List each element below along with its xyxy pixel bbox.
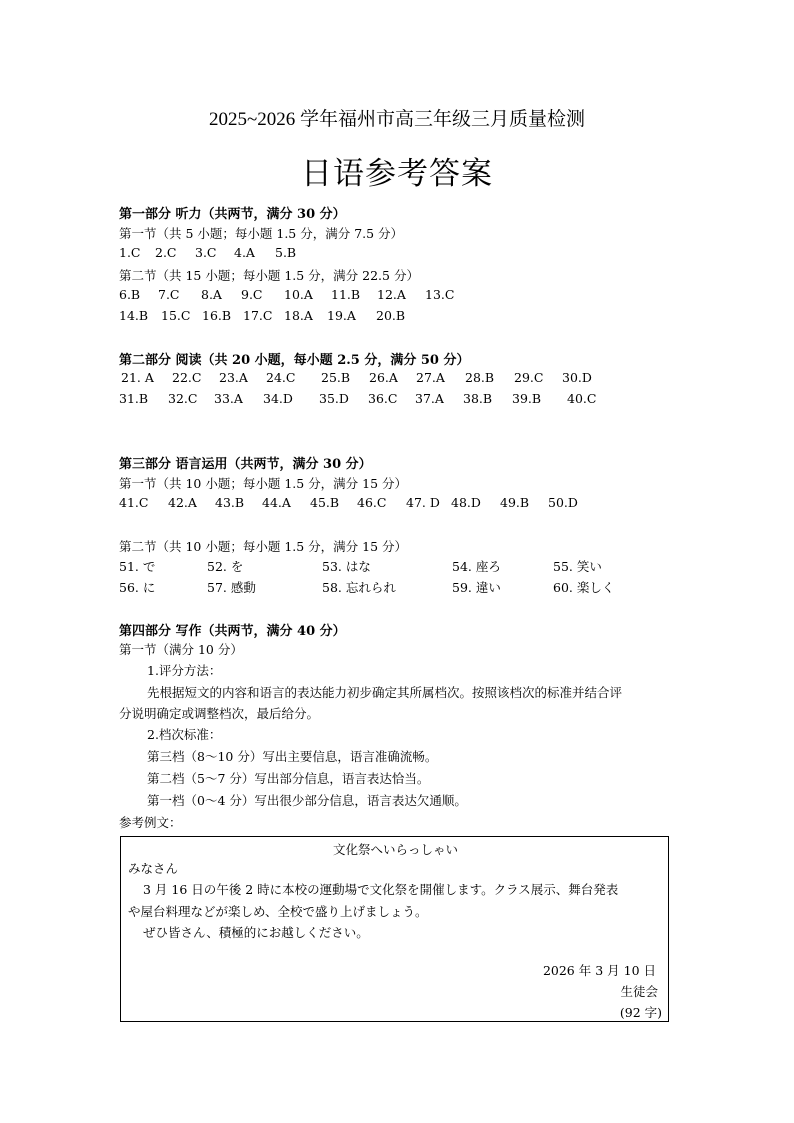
answer: 40.C	[567, 391, 597, 406]
example-label: 参考例文：	[119, 815, 182, 830]
answer: 26.A	[369, 370, 398, 385]
answer: 49.B	[500, 495, 530, 510]
level-2: 第二档（5～7 分）写出部分信息，语言表达恰当。	[147, 771, 430, 786]
part3-section2-row1	[119, 557, 623, 575]
answer: 36.C	[368, 391, 398, 406]
answer: 12.A	[377, 287, 406, 302]
answer: 35.D	[319, 391, 349, 406]
answer: 15.C	[161, 308, 191, 323]
answer: 8.A	[201, 287, 222, 302]
answer: 6.B	[119, 287, 141, 302]
part2-heading: 第二部分 阅读（共 20 小题，每小题 2.5 分，满分 50 分）	[119, 353, 470, 368]
essay-closing: ぜひ皆さん、積極的にお越しください。	[143, 925, 369, 940]
answer: 30.D	[562, 370, 592, 385]
answer: 18.A	[284, 308, 313, 323]
answer: 5.B	[275, 245, 297, 260]
part1-section1-label: 第一节（共 5 小题；每小题 1.5 分，满分 7.5 分）	[119, 226, 404, 241]
answer: 32.C	[168, 391, 198, 406]
answer: 23.A	[219, 370, 248, 385]
part2-row1	[121, 370, 602, 385]
answer: 48.D	[451, 495, 481, 510]
part2-row2	[119, 391, 607, 406]
essay-char-count: (92 字)	[619, 1005, 662, 1020]
answer: 17.C	[243, 308, 273, 323]
answer: 54. 座ろ	[452, 559, 501, 574]
essay-title: 文化祭へいらっしゃい	[332, 842, 458, 857]
answer: 14.B	[119, 308, 149, 323]
answer: 19.A	[327, 308, 356, 323]
answer: 39.B	[512, 391, 542, 406]
answer: 42.A	[168, 495, 197, 510]
answer: 60. 楽しく	[553, 580, 615, 595]
essay-body: 3 月 16 日の午後 2 時に本校の運動場で文化祭を開催します。クラス展示、舞台発表	[143, 882, 619, 897]
answer: 3.C	[195, 245, 217, 260]
answer: 2.C	[155, 245, 177, 260]
answer: 27.A	[416, 370, 445, 385]
page-title: 2025~2026 学年福州市高三年级三月质量检测	[208, 109, 586, 130]
answer: 25.B	[321, 370, 351, 385]
answer: 9.C	[241, 287, 263, 302]
method-text: 先根据短文的内容和语言的表达能力初步确定其所属档次。按照该档次的标准并结合评	[147, 685, 623, 700]
answer: 56. に	[119, 580, 156, 595]
answer: 29.C	[514, 370, 544, 385]
answer: 13.C	[425, 287, 455, 302]
answer: 50.D	[548, 495, 578, 510]
answer: 43.B	[215, 495, 245, 510]
essay-signer: 生徒会	[620, 984, 658, 999]
part4-section1-label: 第一节（满分 10 分）	[119, 642, 243, 657]
answer: 24.C	[266, 370, 296, 385]
answer: 46.C	[357, 495, 387, 510]
answer: 59. 違い	[452, 580, 501, 595]
standard-title: 2.档次标准：	[147, 727, 222, 742]
answer: 53. はな	[322, 559, 371, 574]
part1-section2-row2	[119, 308, 416, 323]
answer: 11.B	[331, 287, 361, 302]
part4-heading: 第四部分 写作（共两节，满分 40 分）	[119, 624, 346, 639]
answer: 45.B	[310, 495, 340, 510]
part3-section2-label: 第二节（共 10 小题；每小题 1.5 分，满分 15 分）	[119, 539, 408, 554]
answer: 31.B	[119, 391, 149, 406]
part3-heading: 第三部分 语言运用（共两节，满分 30 分）	[119, 457, 372, 472]
part1-section2-label: 第二节（共 15 小题；每小题 1.5 分，满分 22.5 分）	[119, 268, 419, 283]
answer: 51. で	[119, 559, 156, 574]
answer: 28.B	[465, 370, 495, 385]
method-title: 1.评分方法：	[147, 663, 222, 678]
answer: 22.C	[172, 370, 202, 385]
part3-section2-row2	[119, 578, 623, 596]
answer: 1.C	[119, 245, 141, 260]
answer: 44.A	[262, 495, 291, 510]
answer: 34.D	[263, 391, 293, 406]
answer: 57. 感動	[207, 580, 256, 595]
answer: 41.C	[119, 495, 149, 510]
part1-section2-row1	[119, 287, 465, 302]
answer: 52. を	[207, 559, 244, 574]
essay-date: 2026 年 3 月 10 日	[542, 963, 656, 978]
part1-heading: 第一部分 听力（共两节，满分 30 分）	[119, 207, 346, 222]
answer: 58. 忘れられ	[322, 580, 396, 595]
answer: 7.C	[158, 287, 180, 302]
essay-body-cont: や屋台料理などが楽しめ、全校で盛り上げましょう。	[128, 904, 428, 919]
level-1: 第一档（0～4 分）写出很少部分信息，语言表达欠通顺。	[147, 793, 467, 808]
answer: 47. D	[406, 495, 440, 510]
answer: 33.A	[214, 391, 243, 406]
page-subtitle: 日语参考答案	[301, 156, 493, 192]
part3-section1-label: 第一节（共 10 小题；每小题 1.5 分，满分 15 分）	[119, 476, 408, 491]
part3-section1-answers	[119, 495, 588, 510]
method-text-cont: 分说明确定或调整档次，最后给分。	[119, 706, 320, 721]
essay-greeting: みなさん	[128, 861, 179, 876]
answer: 21. A	[121, 370, 154, 385]
answer: 55. 笑い	[553, 559, 602, 574]
answer: 4.A	[234, 245, 255, 260]
level-3: 第三档（8～10 分）写出主要信息，语言准确流畅。	[147, 749, 438, 764]
answer: 20.B	[376, 308, 406, 323]
part1-section1-answers	[119, 245, 315, 260]
answer: 10.A	[284, 287, 313, 302]
example-essay-box	[120, 836, 669, 1022]
answer: 16.B	[202, 308, 232, 323]
answer: 37.A	[415, 391, 444, 406]
answer: 38.B	[463, 391, 493, 406]
